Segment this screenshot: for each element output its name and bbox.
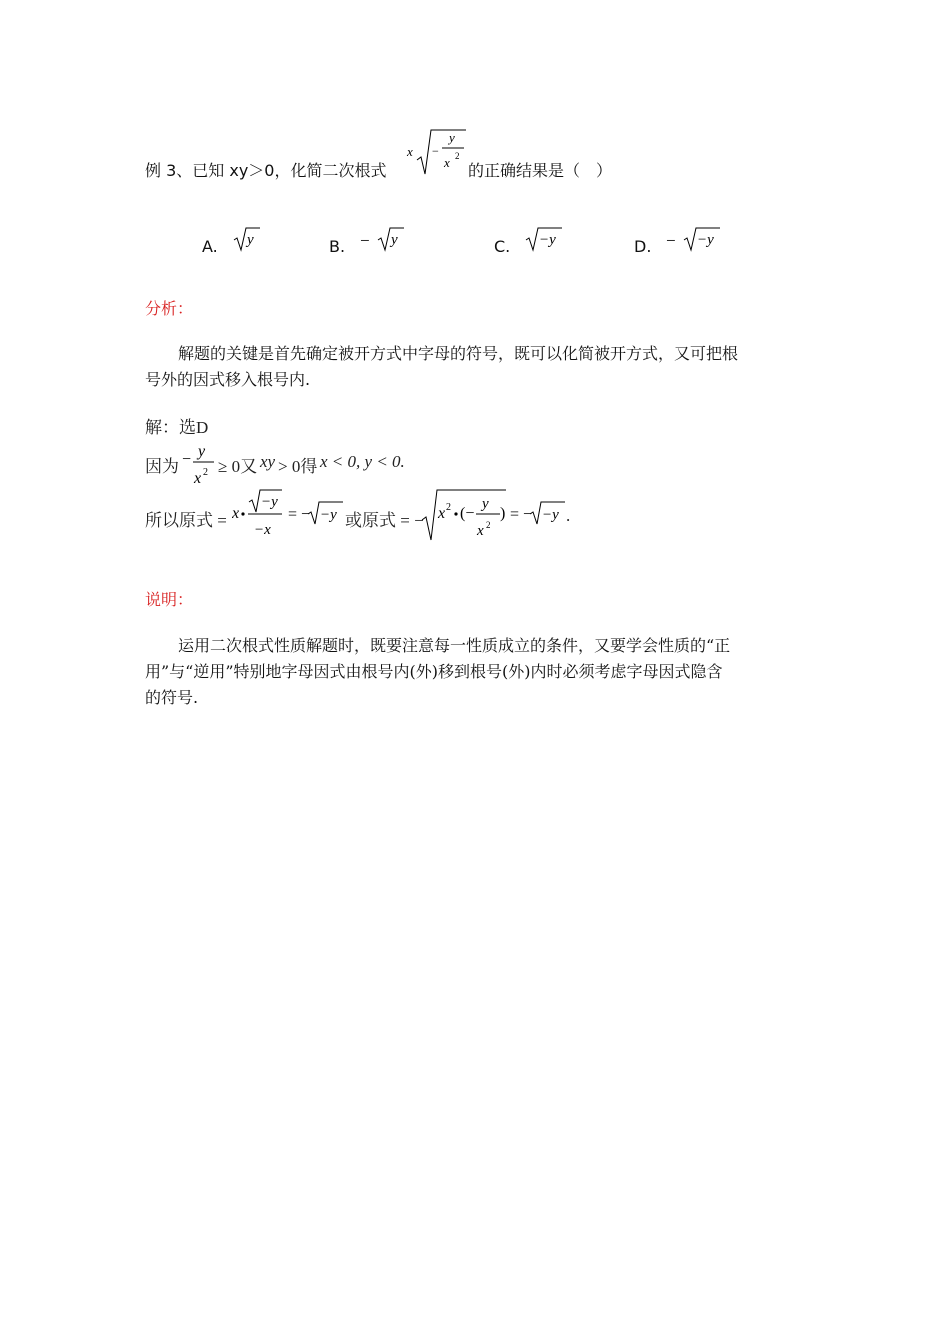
solution-answer: 解：选D — [145, 418, 209, 437]
option-d-label: D. — [634, 237, 652, 256]
formula-exponent: 2 — [455, 151, 460, 161]
solution-fraction-1 — [180, 440, 220, 488]
solution-or: 或原式 = − — [345, 511, 424, 530]
option-d-formula — [664, 224, 724, 254]
option-c-label: C. — [494, 237, 511, 256]
option-a-formula — [232, 224, 272, 254]
solution-end: . — [566, 506, 571, 525]
note-heading: 说明： — [145, 590, 194, 609]
analysis-heading: 分析： — [145, 299, 194, 318]
result-radicand-2: −y — [542, 507, 559, 523]
option-b-label: B. — [329, 237, 346, 256]
num-radicand: −y — [261, 494, 278, 510]
option-d-sign: − — [666, 231, 676, 250]
inner-numerator: y — [482, 496, 489, 512]
equals-neg-2: = − — [510, 506, 533, 523]
question-prefix: 例 3、已知 xy＞0，化简二次根式 — [145, 161, 387, 180]
option-c-radicand: −y — [539, 232, 556, 248]
formula-denominator: x — [444, 155, 450, 170]
open-paren: (− — [460, 505, 475, 522]
fraction-denominator: x — [194, 470, 202, 487]
inner-denominator: x — [477, 523, 484, 539]
option-a-radicand: y — [247, 232, 254, 248]
solution-cond: ≥ 0又 — [218, 457, 258, 476]
fraction-exponent: 2 — [203, 467, 208, 478]
close-paren: ) — [500, 505, 506, 522]
dot-operator — [241, 512, 244, 515]
fraction-minus: − — [182, 451, 192, 468]
option-a-label: A. — [202, 237, 218, 256]
inner-exponent: 2 — [446, 502, 451, 513]
formula-coefficient: x — [407, 144, 413, 159]
fraction-numerator: y — [198, 443, 206, 460]
solution-because: 因为 — [145, 457, 179, 476]
formula-minus: − — [432, 144, 439, 158]
solution-xy: xy — [260, 452, 276, 471]
option-b-radicand: y — [391, 232, 398, 248]
solution-derivation-2 — [420, 488, 570, 544]
analysis-line-2: 号外的因式移入根号内. — [145, 370, 311, 389]
formula-numerator: y — [449, 130, 455, 145]
note-line-1: 运用二次根式性质解题时，既要注意每一性质成立的条件，又要学会性质的“正 — [178, 636, 731, 655]
solution-gt: > 0得 — [278, 457, 318, 476]
option-b-formula — [358, 224, 408, 254]
option-b-sign: − — [360, 231, 370, 250]
option-c-formula — [524, 224, 568, 254]
coef-x: x — [232, 505, 240, 522]
analysis-line-1: 解题的关键是首先确定被开方式中字母的符号，既可以化简被开方式，又可把根 — [178, 344, 739, 363]
dot-operator — [454, 512, 457, 515]
solution-so: 所以原式 = — [145, 511, 227, 530]
note-line-2: 用”与“逆用”特别地字母因式由根号内(外)移到根号(外)内时必须考虑字母因式隐含 — [145, 662, 723, 681]
question-suffix: 的正确结果是（ ） — [468, 161, 613, 180]
inner-x: x — [438, 505, 446, 522]
solution-result: x < 0, y < 0. — [320, 452, 405, 471]
question-formula — [404, 124, 468, 180]
note-line-3: 的符号. — [145, 688, 199, 707]
inner-denominator-exponent: 2 — [486, 520, 491, 530]
result-radicand-1: −y — [320, 507, 337, 523]
equals-neg-1: = − — [288, 506, 311, 523]
option-d-radicand: −y — [697, 232, 714, 248]
denominator: −x — [254, 522, 271, 538]
